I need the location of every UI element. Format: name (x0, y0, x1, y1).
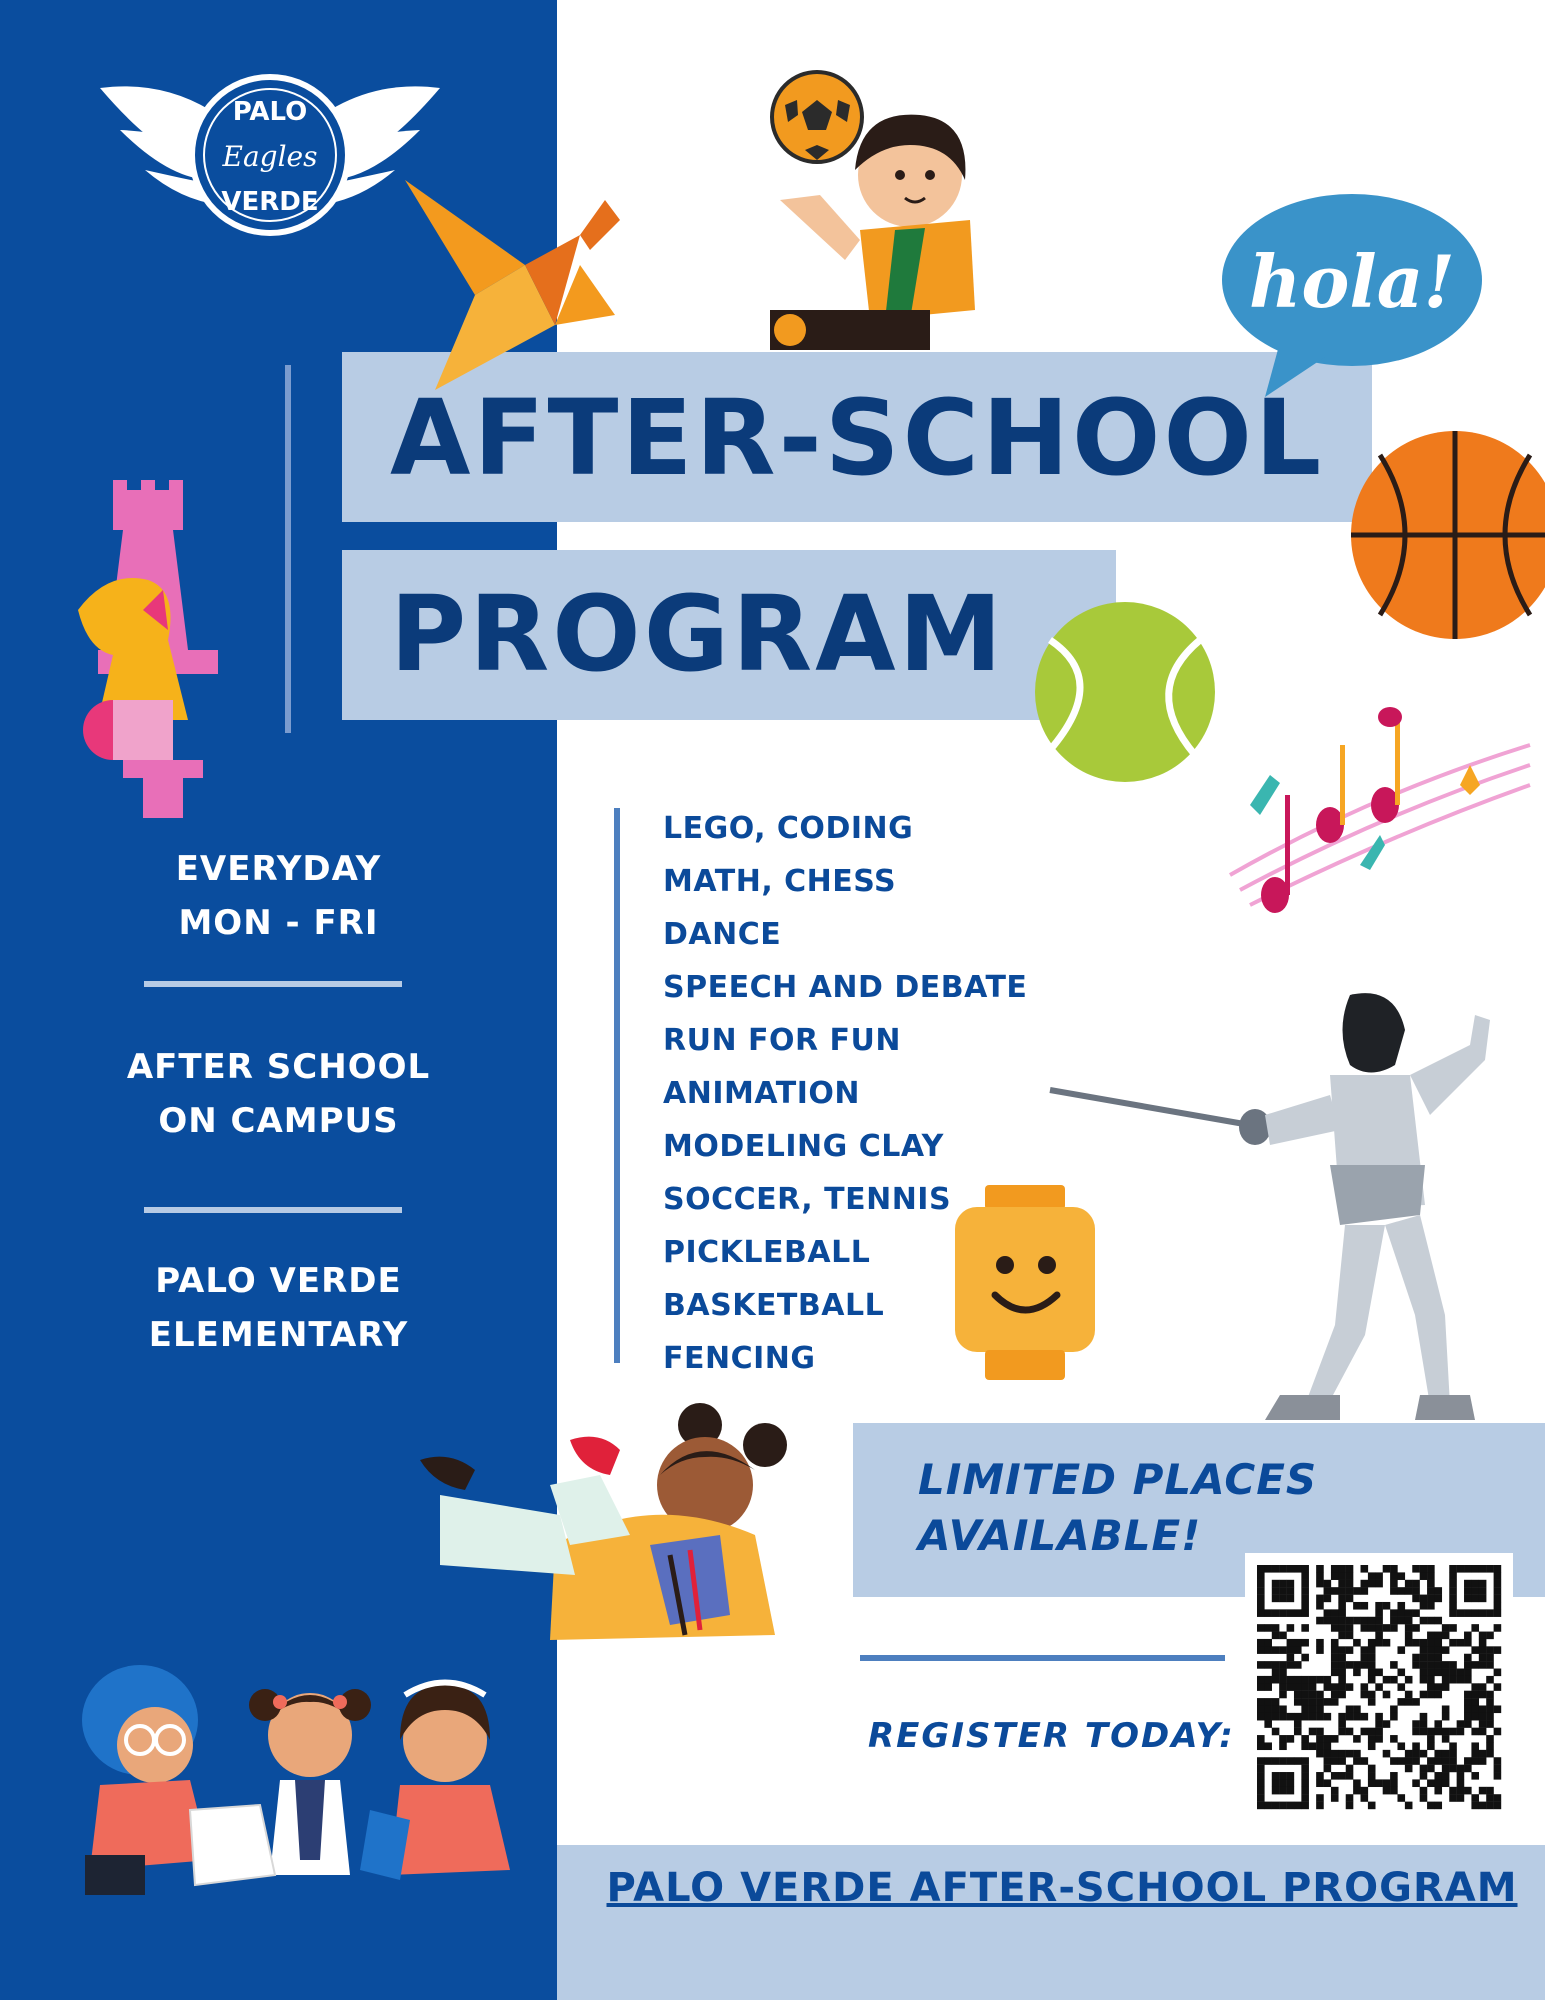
register-label: REGISTER TODAY: (868, 1716, 1235, 1756)
activity-item: SOCCER, TENNIS (663, 1182, 952, 1217)
eagle-wings-logo (80, 70, 460, 245)
basketball-icon (1350, 430, 1532, 640)
school-info (0, 1254, 557, 1362)
register-divider (860, 1655, 1225, 1661)
girl-drawing-illustration (420, 1395, 805, 1645)
activity-item: LEGO, CODING (663, 811, 914, 846)
logo-top-text: PALO (232, 97, 308, 127)
boy-juggling-illustration (760, 100, 1000, 350)
location-info (0, 1040, 557, 1148)
title-line-1: AFTER-SCHOOL (390, 377, 1325, 499)
qr-code[interactable] (1257, 1565, 1501, 1809)
kids-group-illustration (70, 1660, 540, 1900)
speech-bubble-icon (1220, 192, 1485, 397)
speech-bubble-text: hola! (1249, 239, 1455, 324)
logo-middle-text: Eagles (222, 140, 318, 173)
chess-pieces-icon (68, 480, 228, 830)
activity-item: PICKLEBALL (663, 1235, 871, 1270)
origami-crane-icon (405, 175, 620, 395)
title-line-2: PROGRAM (390, 573, 1006, 695)
location-line-1: AFTER SCHOOL (126, 1047, 431, 1087)
activity-item: BASKETBALL (663, 1288, 885, 1323)
activity-item: ANIMATION (663, 1076, 860, 1111)
limited-places-callout (918, 1452, 1317, 1564)
logo-bottom-text: VERDE (221, 187, 319, 217)
title-accent-line (285, 365, 291, 733)
schedule-line-2: MON - FRI (178, 903, 379, 943)
activity-item: SPEECH AND DEBATE (663, 970, 1028, 1005)
school-line-2: ELEMENTARY (148, 1315, 409, 1355)
lego-head-icon (955, 1185, 1110, 1385)
schedule-info (0, 842, 557, 950)
location-line-2: ON CAMPUS (158, 1101, 399, 1141)
sidebar-divider (144, 1207, 402, 1213)
callout-line-1: LIMITED PLACES (918, 1455, 1318, 1504)
footer-program-link[interactable]: PALO VERDE AFTER-SCHOOL PROGRAM (606, 1865, 1518, 1911)
activity-item: MATH, CHESS (663, 864, 897, 899)
activity-item: RUN FOR FUN (663, 1023, 902, 1058)
activity-item: MODELING CLAY (663, 1129, 944, 1164)
school-line-1: PALO VERDE (155, 1261, 402, 1301)
sidebar-divider (144, 981, 402, 987)
activity-item: DANCE (663, 917, 782, 952)
tennis-ball-icon (1030, 600, 1220, 785)
activities-accent-line (614, 808, 620, 1363)
schedule-line-1: EVERYDAY (175, 849, 382, 889)
activity-item: FENCING (663, 1341, 816, 1376)
fencer-illustration (1050, 985, 1525, 1425)
qr-code-frame (1245, 1553, 1513, 1821)
callout-line-2: AVAILABLE! (918, 1511, 1202, 1560)
music-notes-icon (1230, 705, 1530, 925)
